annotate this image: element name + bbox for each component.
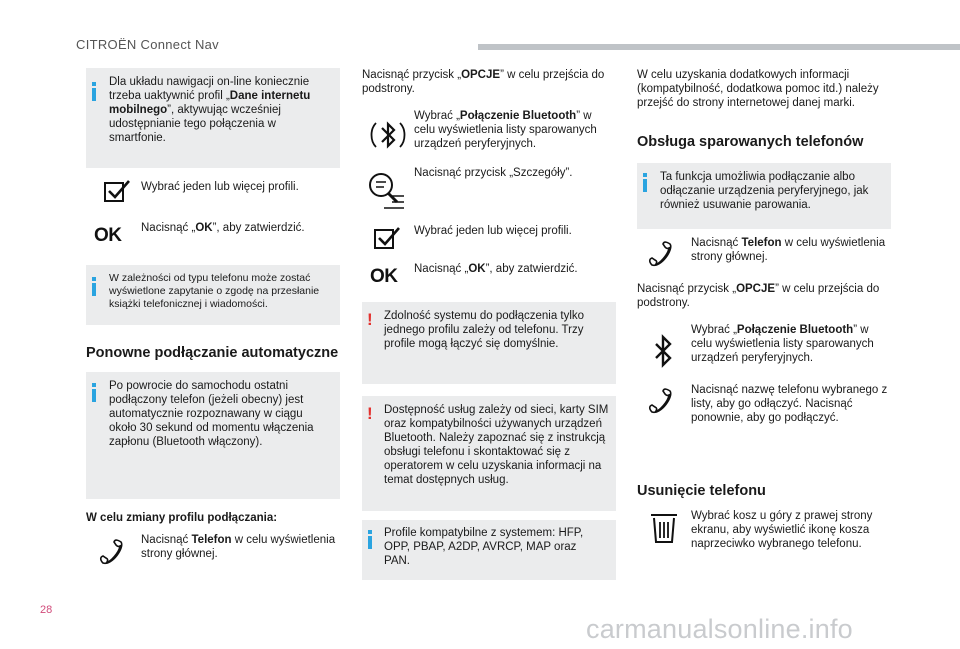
more-info-intro: W celu uzyskania dodatkowych informacji (kompatybilność, dodatkowa pomoc itd.) należy przejść do strony internetowej danej marki. [637,69,879,109]
section-title-delete-phone: Usunięcie telefonu [637,483,766,499]
watermark: carmanualsonline.info [586,614,853,644]
step-ok-confirm: Nacisnąć „OK”, aby zatwierdzić. [141,222,305,234]
warning-icon: ! [367,310,373,329]
bluetooth-signal-icon [366,113,410,157]
header-title: CITROËN Connect Nav [76,37,219,52]
info-text: Dla układu nawigacji on-line koniecznie trzeba uaktywnić profil „Dane internetu mobilnego”, aktywując wcześniej udostępnianie tego połączenia w smartfonie. [109,76,311,144]
checkbox-check-icon [370,222,406,258]
bluetooth-icon [646,333,682,369]
step-details: Nacisnąć przycisk „Szczegóły”. [414,167,573,179]
warning-text: Zdolność systemu do podłączenia tylko jednego profilu zależy od telefonu. Trzy profile mogą łączyć się domyślnie. [384,310,585,350]
details-search-list-icon [364,168,408,212]
section-title-auto-reconnect: Ponowne podłączanie automatyczne [86,345,339,361]
info-box-phonebook [86,265,340,325]
phone-handset-icon [646,237,682,273]
checkbox-check-icon [100,175,136,211]
phone-handset-icon [97,535,133,571]
options-intro: Nacisnąć przycisk „OPCJE” w celu przejścia do podstrony. [637,283,880,309]
warning-icon: ! [367,404,373,423]
info-icon [92,88,96,101]
step-select-profiles: Wybrać jeden lub więcej profili. [414,225,572,237]
info-text: Ta funkcja umożliwia podłączanie albo odłączanie urządzenia peryferyjnego, jak również usuwanie parowania. [660,171,869,211]
options-intro: Nacisnąć przycisk „OPCJE” w celu przejścia do podstrony. [362,69,605,95]
page-number: 28 [40,604,53,616]
step-press-phone: Nacisnąć Telefon w celu wyświetlenia strony głównej. [691,237,886,263]
info-box-online-navigation [86,68,340,168]
step-press-phone-name: Nacisnąć nazwę telefonu wybranego z listy, aby go odłączyć. Nacisnąć ponownie, aby go podłączyć. [691,384,888,424]
step-ok-confirm: Nacisnąć „OK”, aby zatwierdzić. [414,263,578,275]
step-trash: Wybrać kosz u góry z prawej strony ekranu, aby wyświetlić ikonę kosza naprzeciwko wybranego telefonu. [691,510,873,550]
section-title-paired-phones: Obsługa sparowanych telefonów [637,134,864,150]
header-bar [478,44,960,50]
warning-box-services [362,396,616,511]
info-icon [92,283,96,296]
info-text: Po powrocie do samochodu ostatni podłączony telefon (jeżeli obecny) jest automatycznie rozpoznawany w ciągu około 30 sekund od momentu włączenia zapłonu (Bluetooth włączony). [109,380,314,448]
info-box-paired-phones [637,163,891,229]
info-icon [643,179,647,192]
warning-text: Dostępność usług zależy od sieci, karty SIM oraz kompatybilności używanych urządzeń Bluetooth. Należy zapoznać się z instrukcją obsługi telefonu i skontaktować się z operatorem w celu uzyskania informacji na temat dostępnych usług. [384,404,609,486]
phone-handset-icon [646,384,682,420]
step-select-profiles: Wybrać jeden lub więcej profili. [141,181,299,193]
step-press-phone: Nacisnąć Telefon w celu wyświetlenia strony głównej. [141,534,336,560]
trash-icon [646,510,682,546]
info-text: Profile kompatybilne z systemem: HFP, OPP, PBAP, A2DP, AVRCP, MAP oraz PAN. [384,527,584,567]
info-box-auto-reconnect [86,372,340,499]
ok-icon: OK [94,225,122,246]
warning-box-profiles [362,302,616,384]
info-icon [92,389,96,402]
ok-icon: OK [370,266,398,287]
info-box-compatible-profiles [362,520,616,580]
info-icon [368,536,372,549]
change-profile-heading: W celu zmiany profilu podłączania: [86,512,278,524]
step-bluetooth-connection: Wybrać „Połączenie Bluetooth” w celu wyświetlenia listy sparowanych urządzeń peryferyjnych. [414,110,597,150]
step-bluetooth-connection: Wybrać „Połączenie Bluetooth” w celu wyświetlenia listy sparowanych urządzeń peryferyjnych. [691,324,874,364]
info-text: W zależności od typu telefonu może zostać wyświetlone zapytanie o zgodę na przesłanie książki telefonicznej i wiadomości. [109,272,320,310]
